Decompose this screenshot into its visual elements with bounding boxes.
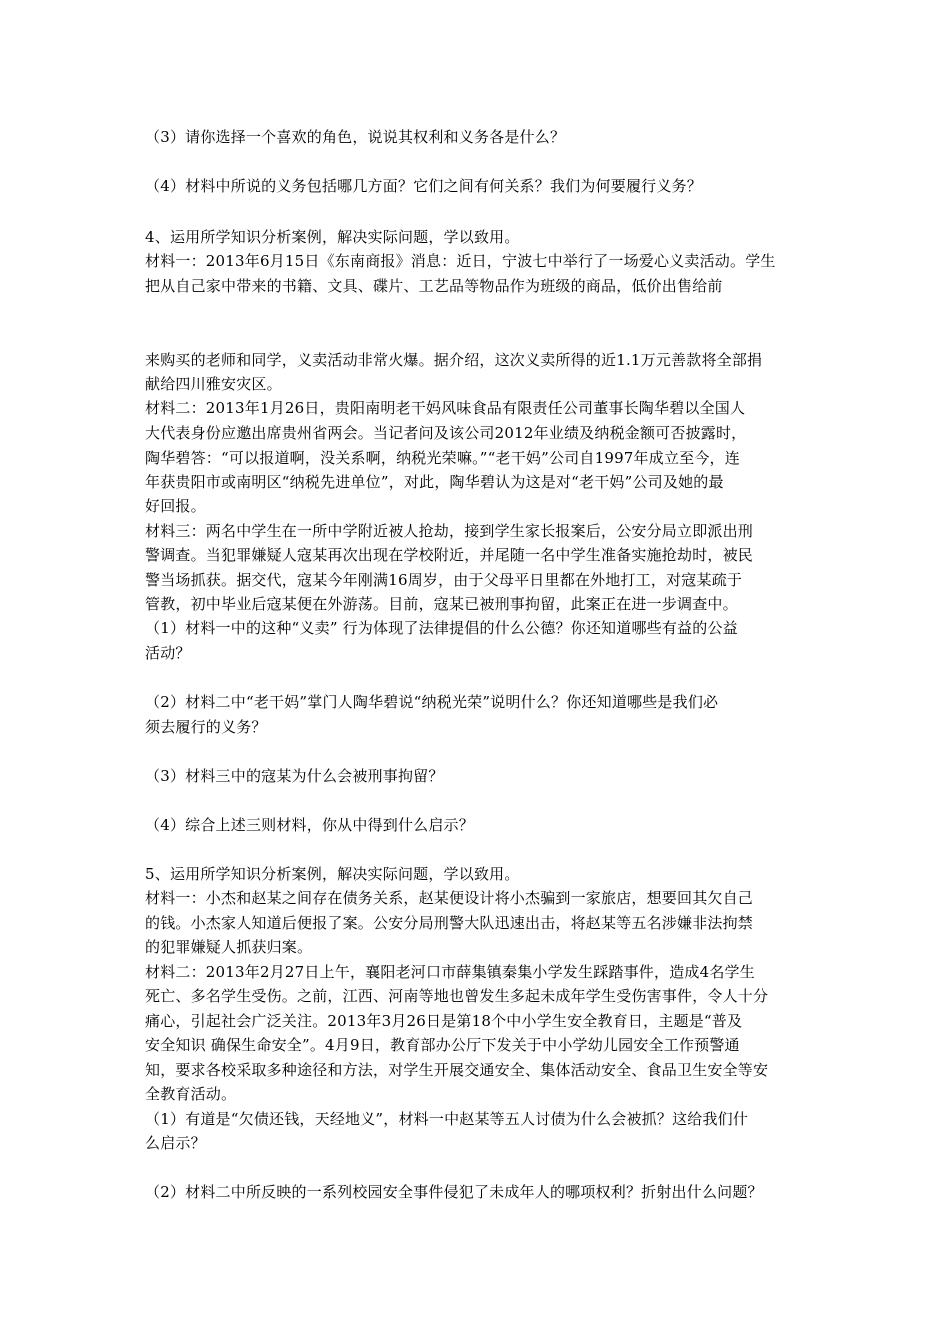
material-1-line: 材料一：2013年6月15日《东南商报》消息：近日，宁波七中举行了一场爱心义卖活动。学生	[145, 252, 776, 270]
material-3-line: 警当场抓获。据交代，寇某今年刚满16周岁，由于父母平日里都在外地打工，对寇某疏于	[145, 571, 743, 589]
material-2-line: 年获贵阳市或南明区“纳税先进单位”，对此，陶华碧认为这是对“老干妈”公司及她的最	[145, 473, 724, 491]
question-4-text: （4）材料中所说的义务包括哪几方面？它们之间有何关系？我们为何要履行义务？	[145, 177, 702, 195]
question-3-text: （3）请你选择一个喜欢的角色，说说其权利和义务各是什么？	[145, 128, 566, 146]
question-2-line: （2）材料二中所反映的一系列校园安全事件侵犯了未成年人的哪项权利？折射出什么问题？	[145, 1183, 763, 1201]
material-2-line: 知，要求各校采取多种途径和方法，对学生开展交通安全、集体活动安全、食品卫生安全等安	[145, 1061, 769, 1079]
question-2-line: （2）材料二中“老干妈”掌门人陶华碧说“纳税光荣”说明什么？你还知道哪些是我们必	[145, 693, 719, 711]
section-4-heading: 4、运用所学知识分析案例，解决实际问题，学以致用。	[145, 228, 520, 246]
material-2-line: 陶华碧答：“可以报道啊，没关系啊，纳税光荣嘛。”“老干妈”公司自1997年成立至今，连	[145, 449, 740, 467]
question-1-line: （1）有道是“欠债还钱，天经地义”，材料一中赵某等五人讨债为什么会被抓？这给我们什	[145, 1110, 749, 1128]
material-1-line: 把从自己家中带来的书籍、文具、碟片、工艺品等物品作为班级的商品，低价出售给前	[145, 277, 723, 295]
question-1-line: 么启示？	[145, 1134, 206, 1152]
material-1-line: 献给四川雅安灾区。	[145, 375, 282, 393]
material-2-line: 死亡、多名学生受伤。之前，江西、河南等地也曾发生多起未成年学生受伤害事件，令人十分	[145, 987, 769, 1005]
question-1-line: （1）材料一中的这种“义卖” 行为体现了法律提倡的什么公德？你还知道哪些有益的公益	[145, 619, 738, 637]
material-2-line: 全教育活动。	[145, 1085, 237, 1103]
material-1-line: 的钱。小杰家人知道后便报了案。公安分局刑警大队迅速出击，将赵某等五名涉嫌非法拘禁	[145, 914, 754, 932]
material-1-line: 来购买的老师和同学，义卖活动非常火爆。据介绍，这次义卖所得的近1.1万元善款将全部捐	[145, 351, 763, 369]
question-2-line: 须去履行的义务？	[145, 718, 267, 736]
question-3-line: （3）材料三中的寇某为什么会被刑事拘留？	[145, 767, 444, 785]
material-1-line: 材料一：小杰和赵某之间存在债务关系，赵某便设计将小杰骗到一家旅店，想要回其欠自己	[145, 889, 754, 907]
material-1-line: 的犯罪嫌疑人抓获归案。	[145, 938, 313, 956]
material-3-line: 管教，初中毕业后寇某便在外游荡。目前，寇某已被刑事拘留，此案正在进一步调查中。	[145, 595, 738, 613]
section-5-heading: 5、运用所学知识分析案例，解决实际问题，学以致用。	[145, 865, 520, 883]
question-1-line: 活动？	[145, 644, 191, 662]
material-2-line: 安全知识 确保生命安全”。4月9日，教育部办公厅下发关于中小学幼儿园安全工作预警通	[145, 1036, 740, 1054]
material-2-line: 大代表身份应邀出席贵州省两会。当记者问及该公司2012年业绩及纳税金额可否披露时，	[145, 424, 747, 442]
material-2-line: 材料二：2013年1月26日，贵阳南明老干妈风味食品有限责任公司董事长陶华碧以全国人	[145, 399, 746, 417]
question-4-line: （4）综合上述三则材料，你从中得到什么启示？	[145, 816, 474, 834]
material-2-line: 好回报。	[145, 497, 206, 515]
material-3-line: 材料三：两名中学生在一所中学附近被人抢劫，接到学生家长报案后，公安分局立即派出刑	[145, 522, 754, 540]
material-2-line: 痛心，引起社会广泛关注。2013年3月26日是第18个中小学生安全教育日，主题是“普及	[145, 1012, 743, 1030]
material-2-line: 材料二：2013年2月27日上午，襄阳老河口市薛集镇秦集小学发生踩踏事件，造成4名学生	[145, 963, 755, 981]
material-3-line: 警调查。当犯罪嫌疑人寇某再次出现在学校附近，并尾随一名中学生准备实施抢劫时，被民	[145, 546, 754, 564]
